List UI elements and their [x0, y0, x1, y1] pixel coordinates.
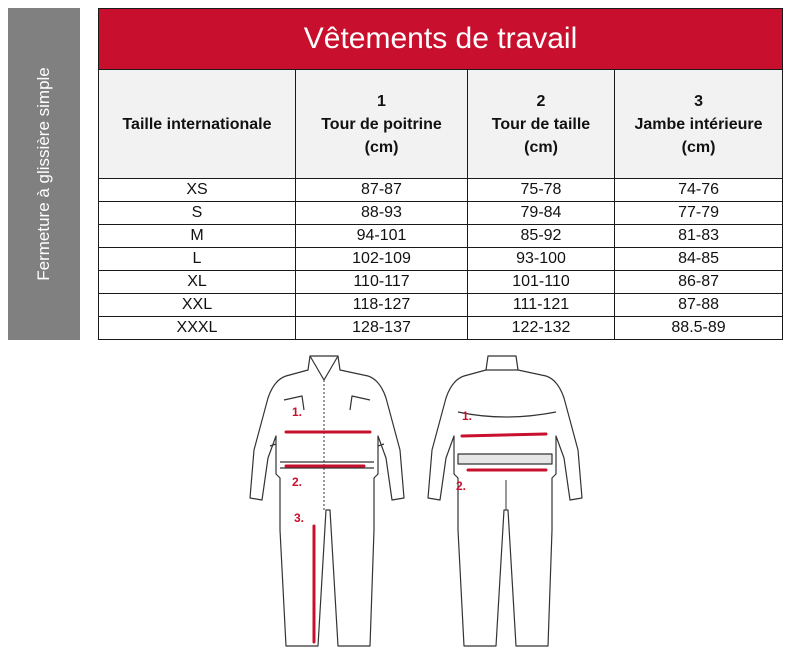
waist-cell: 85-92: [468, 225, 615, 248]
inseam-cell: 88.5-89: [615, 317, 783, 340]
inseam-cell: 87-88: [615, 294, 783, 317]
side-label-tab: [8, 8, 80, 340]
header-size: Taille internationale: [99, 70, 296, 179]
chest-cell: 110-117: [296, 271, 468, 294]
waist-cell: 111-121: [468, 294, 615, 317]
table-row: [99, 202, 783, 225]
waist-cell: 122-132: [468, 317, 615, 340]
chest-line-back: [462, 434, 546, 436]
back-marker-1: 1.: [462, 409, 473, 423]
table-row: [99, 271, 783, 294]
waist-cell: 75-78: [468, 179, 615, 202]
header-inseam: 3 Jambe intérieure (cm): [615, 70, 783, 179]
front-marker-1: 1.: [292, 405, 303, 419]
size-cell: L: [99, 248, 296, 271]
table-row: [99, 179, 783, 202]
coverall-back-illustration: [428, 356, 582, 646]
chest-cell: 118-127: [296, 294, 468, 317]
header-waist: 2 Tour de taille (cm): [468, 70, 615, 179]
chest-cell: 88-93: [296, 202, 468, 225]
size-table: [98, 8, 783, 340]
coverall-front-illustration: [250, 356, 404, 646]
inseam-cell: 81-83: [615, 225, 783, 248]
coverall-diagram: [240, 350, 600, 650]
size-cell: XXL: [99, 294, 296, 317]
waist-cell: 79-84: [468, 202, 615, 225]
inseam-cell: 84-85: [615, 248, 783, 271]
table-row: [99, 317, 783, 340]
inseam-cell: 74-76: [615, 179, 783, 202]
front-marker-3: 3.: [294, 511, 305, 525]
back-marker-2: 2.: [456, 479, 467, 493]
table-row: [99, 225, 783, 248]
size-cell: XL: [99, 271, 296, 294]
chest-cell: 102-109: [296, 248, 468, 271]
size-cell: S: [99, 202, 296, 225]
size-cell: XS: [99, 179, 296, 202]
chest-cell: 94-101: [296, 225, 468, 248]
front-marker-2: 2.: [292, 475, 303, 489]
table-row: [99, 248, 783, 271]
side-label: Fermeture à glissière simple: [34, 67, 53, 281]
chest-cell: 87-87: [296, 179, 468, 202]
waist-cell: 93-100: [468, 248, 615, 271]
header-chest: 1 Tour de poitrine (cm): [296, 70, 468, 179]
size-cell: XXXL: [99, 317, 296, 340]
chest-cell: 128-137: [296, 317, 468, 340]
inseam-cell: 86-87: [615, 271, 783, 294]
size-cell: M: [99, 225, 296, 248]
table-row: [99, 294, 783, 317]
table-title: Vêtements de travail: [99, 9, 783, 70]
waist-cell: 101-110: [468, 271, 615, 294]
inseam-cell: 77-79: [615, 202, 783, 225]
